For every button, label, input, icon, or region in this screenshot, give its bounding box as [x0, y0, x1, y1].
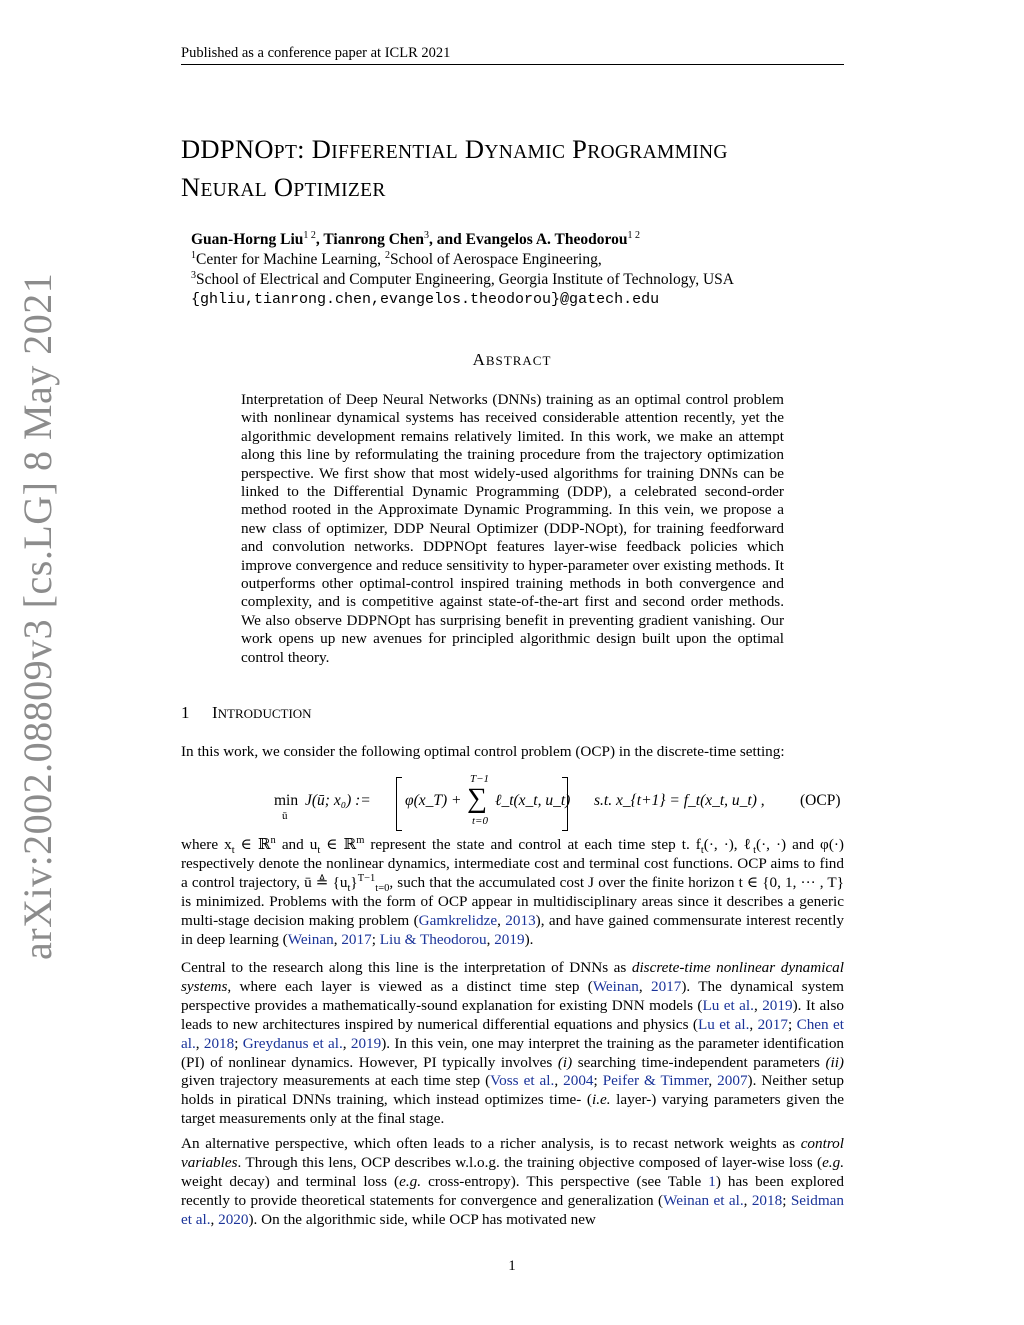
- affiliation-line-2: [191, 270, 734, 290]
- eq-sum-lower: t=0: [472, 815, 488, 827]
- citation-link[interactable]: 2004: [563, 1072, 594, 1090]
- intro-paragraph-1: [181, 836, 844, 949]
- intro-paragraph-3: [181, 1135, 844, 1230]
- text-run: ∈ ℝ: [234, 836, 271, 853]
- citation-link[interactable]: 2018: [203, 1034, 235, 1052]
- eq-constraint: s.t. x_{t+1} = f_t(x_t, u_t) ,: [594, 792, 765, 809]
- title-segment: D: [457, 134, 485, 164]
- text-run: ,: [753, 996, 763, 1014]
- title-segment: PT: [273, 142, 298, 163]
- affiliation-mark: 1 2: [303, 230, 316, 241]
- citation-link[interactable]: Voss et al.: [490, 1072, 555, 1090]
- author-names: [191, 230, 734, 250]
- text-run: cross-entropy). This perspective (see Table: [421, 1172, 709, 1190]
- text-run: ;: [371, 930, 380, 948]
- text-run: e.g.: [822, 1153, 844, 1171]
- affiliation: School of Electrical and Computer Engineering, Georgia Institute of Technology, USA: [196, 271, 734, 288]
- text-run: ,: [497, 911, 506, 929]
- text-run: An alternative perspective, which often leads to a richer analysis, is to recast network weights as: [181, 1135, 801, 1152]
- citation-link[interactable]: 2018: [751, 1191, 783, 1209]
- text-run: ,: [486, 930, 495, 948]
- text-run: ;: [787, 1015, 797, 1033]
- citation-link[interactable]: Weinan: [592, 977, 639, 995]
- author-name: Guan-Horng Liu: [191, 231, 304, 248]
- affiliation-mark: 1 2: [627, 230, 640, 241]
- citation-link[interactable]: Lu et al.: [702, 996, 754, 1014]
- text-run: (·, ·), ℓ: [703, 836, 754, 853]
- text-run: ,: [195, 1034, 204, 1052]
- text-run: and u: [275, 836, 318, 853]
- citation-link[interactable]: 2017: [341, 930, 372, 948]
- text-run: n: [270, 834, 276, 846]
- paper-title: [181, 132, 851, 208]
- running-header: Published as a conference paper at ICLR 2021: [181, 45, 451, 61]
- text-run: ).: [524, 930, 534, 948]
- text-run: ). The dynamical system perspective provides a mathematically-sound explanation for existing DNN models (: [181, 977, 844, 1014]
- text-run: ). It also leads to new architectures inspired by numerical differential equations and physics (: [181, 996, 845, 1033]
- page-number: 1: [508, 1258, 516, 1274]
- text-run: t: [700, 845, 704, 857]
- affiliation-mark: 1: [191, 250, 196, 261]
- affiliation-mark: 2: [384, 250, 390, 261]
- affiliation: Center for Machine Learning,: [196, 251, 385, 268]
- eq-right-bracket: [562, 777, 568, 831]
- citation-link[interactable]: Lu et al.: [698, 1015, 750, 1033]
- text-run: t: [231, 845, 235, 857]
- eq-sum-upper: T−1: [470, 773, 490, 785]
- citation-link[interactable]: Chen et al.: [181, 1015, 844, 1052]
- affiliation: School of Aerospace Engineering,: [389, 251, 602, 268]
- text-run: ), and have gained commensurate interest recently in deep learning (: [181, 911, 845, 948]
- text-run: m: [356, 834, 365, 846]
- text-run: ,: [743, 1191, 752, 1209]
- heading-initial: I: [212, 703, 218, 722]
- author-emails: {ghliu,tianrong.chen,evangelos.theodorou}@gatech.edu: [191, 291, 660, 308]
- affiliation-line-1: [191, 250, 734, 270]
- title-segment: : D: [297, 134, 332, 164]
- heading-rest: BSTRACT: [485, 353, 552, 368]
- title-segment: YNAMIC: [484, 142, 566, 163]
- text-run: e.g.: [399, 1172, 422, 1190]
- section-heading-introduction: [181, 703, 312, 723]
- ocp-equation: [181, 772, 844, 828]
- text-run: ,: [749, 1015, 758, 1033]
- citation-link[interactable]: 2019: [762, 996, 793, 1014]
- text-run: given trajectory measurements at each time step (: [181, 1072, 491, 1090]
- citation-link[interactable]: 2019: [494, 930, 525, 948]
- intro-sentence: In this work, we consider the following optimal control problem (OCP) in the discrete-time setting:: [181, 743, 785, 760]
- citation-link[interactable]: Seidman et al.: [181, 1191, 844, 1228]
- text-run: ,: [210, 1210, 219, 1228]
- citation-link[interactable]: 2019: [350, 1034, 382, 1052]
- text-run: layer-) varying parameters given the target measurements only at the final stage.: [181, 1091, 845, 1128]
- text-run: control variables: [181, 1135, 844, 1171]
- title-line-2: [181, 170, 851, 208]
- citation-link[interactable]: Liu & Theodorou: [379, 930, 487, 948]
- title-segment: PTIMIZER: [293, 180, 386, 201]
- citation-link[interactable]: 2017: [650, 977, 682, 995]
- title-segment: DDPNO: [181, 134, 274, 164]
- author-name: , and Evangelos A. Theodorou: [429, 231, 628, 248]
- text-run: ;: [234, 1034, 243, 1052]
- text-run: }: [350, 873, 358, 891]
- text-run: ,: [554, 1072, 564, 1090]
- citation-link[interactable]: 2013: [505, 911, 536, 929]
- citation-link[interactable]: 2007: [717, 1072, 748, 1090]
- affiliation-mark: 3: [191, 270, 196, 281]
- text-run: , such that the accumulated cost J over the finite horizon t ∈ {0, 1, ··· , T} is minimized. Problems with the form of OCP appear in multidisciplinary areas since it describes a generic multi-stage decision making problem (: [181, 873, 844, 929]
- abstract-heading: [0, 350, 1024, 370]
- citation-link[interactable]: Weinan et al.: [663, 1191, 744, 1209]
- citation-link[interactable]: Weinan: [287, 930, 334, 948]
- text-run: , where each layer is viewed as a distinct time step (: [227, 977, 593, 995]
- title-segment: N: [181, 172, 201, 202]
- eq-sum-sign: ∑: [467, 783, 487, 814]
- text-run: Central to the research along this line is the interpretation of DNNs as: [181, 959, 632, 976]
- eq-min-operator: min: [274, 792, 299, 809]
- text-run: ,: [342, 1034, 351, 1052]
- header-rule: [181, 64, 844, 65]
- heading-initial: A: [472, 350, 486, 369]
- text-run: represent the state and control at each time step t. f: [364, 836, 701, 853]
- text-run: i.e.: [592, 1091, 611, 1109]
- arxiv-sidebar-stamp: arXiv:2002.08809v3 [cs.LG] 8 May 2021: [15, 272, 60, 960]
- eq-lhs: J(ū; x₀) :=: [305, 792, 371, 809]
- title-segment: ROGRAMMING: [587, 142, 728, 163]
- text-run: t=0: [375, 882, 390, 894]
- eq-summand: ℓ_t(x_t, u_t): [495, 792, 571, 809]
- eq-label: (OCP): [800, 792, 841, 809]
- eq-phi: φ(x_T) +: [405, 792, 462, 809]
- eq-left-bracket: [396, 777, 402, 831]
- text-run: searching time-independent parameters: [572, 1053, 826, 1071]
- text-run: t: [753, 845, 757, 857]
- eq-min-subscript: ū: [282, 810, 288, 822]
- text-run: (ii): [825, 1053, 844, 1071]
- citation-link[interactable]: 2020: [218, 1210, 249, 1228]
- author-block: [191, 230, 734, 310]
- text-run: (·, ·) and φ(·) respectively denote the nonlinear dynamics, intermediate cost and terminal cost functions. OCP aims to find a control trajectory, ū ≜ {u: [181, 836, 844, 891]
- text-run: ). Neither setup holds in piratical DNNs training, which instead optimizes time- (: [181, 1072, 844, 1109]
- title-segment: EURAL: [200, 180, 267, 201]
- text-run: ,: [333, 930, 342, 948]
- author-name: , Tianrong Chen: [315, 231, 425, 248]
- text-run: ,: [638, 977, 651, 995]
- text-run: where x: [181, 836, 232, 853]
- text-run: ∈ ℝ: [320, 836, 357, 853]
- title-segment: P: [565, 134, 588, 164]
- text-run: ) has been explored recently to provide theoretical statements for convergence and generalization (: [181, 1172, 844, 1209]
- text-run: T−1: [357, 872, 376, 884]
- text-run: ). On the algorithmic side, while OCP has motivated new: [248, 1210, 596, 1228]
- text-run: ,: [708, 1072, 718, 1090]
- affiliation-mark: 3: [424, 230, 430, 241]
- title-segment: IFFERENTIAL: [331, 142, 458, 163]
- text-run: ;: [782, 1191, 791, 1209]
- citation-link[interactable]: 2017: [757, 1015, 788, 1033]
- text-run: ). In this vein, one may interpret the training as the parameter identification (PI) of nonlinear dynamics. However, PI typically involves: [181, 1034, 845, 1071]
- citation-link[interactable]: Peifer & Timmer: [602, 1072, 709, 1090]
- citation-link[interactable]: Greydanus et al.: [242, 1034, 343, 1052]
- title-line-1: [181, 132, 851, 170]
- section-number: 1: [181, 703, 190, 722]
- text-run: t: [347, 882, 351, 894]
- text-run: weight decay) and terminal loss (: [181, 1172, 400, 1190]
- abstract-text: Interpretation of Deep Neural Networks (DNNs) training as an optimal control problem with nonlinear dynamical systems has received considerable attention recently, yet the algorithmic development remains relatively limited. In this work, we make an attempt along this line by reformulating the training procedure from the trajectory optimization perspective. We first show that most widely-used algorithms for training DNNs can be linked to the Differential Dynamic Programming (DDP), a celebrated second-order method rooted in the Approximate Dynamic Programming. In this vein, we propose a new class of optimizer, DDP Neural Optimizer (DDP-NOpt), for training feedforward and convolution networks. DDPNOpt features layer-wise feedback policies which improve convergence and reduce sensitivity to hyper-parameter over existing methods. It outperforms other optimal-control inspired training methods in both convergence and complexity, and is competitive against state-of-the-art first and second order methods. We also observe DDPNOpt has surprising benefit in preventing gradient vanishing. Our work opens up new avenues for principled algorithmic design built upon the optimal control theory.: [241, 391, 784, 666]
- heading-rest: NTRODUCTION: [217, 706, 312, 721]
- text-run: . Through this lens, OCP describes w.l.o.g. the training objective composed of layer-wise loss (: [237, 1153, 823, 1171]
- intro-paragraph-2: [181, 959, 844, 1129]
- title-segment: O: [266, 172, 294, 202]
- text-run: t: [317, 845, 321, 857]
- text-run: discrete-time nonlinear dynamical systems: [181, 959, 844, 995]
- text-run: (i): [557, 1053, 573, 1071]
- citation-link[interactable]: Gamkrelidze: [418, 911, 498, 929]
- text-run: ;: [593, 1072, 603, 1090]
- citation-link[interactable]: 1: [708, 1172, 716, 1190]
